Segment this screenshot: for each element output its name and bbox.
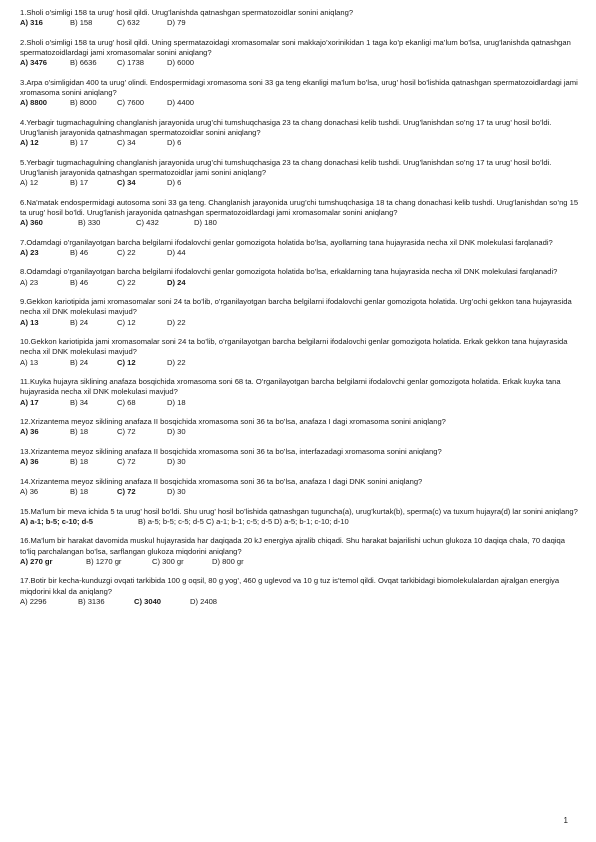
option-d: D) 18 xyxy=(167,397,186,407)
option-d: D) 30 xyxy=(167,427,186,437)
answer-options xyxy=(20,18,580,28)
question-5 xyxy=(20,158,580,189)
option-c: C) 34 xyxy=(117,178,136,188)
answer-options xyxy=(20,457,580,467)
option-d: D) 6000 xyxy=(167,58,195,68)
answer-options xyxy=(20,178,580,188)
option-b: B) 1270 gr xyxy=(86,556,122,566)
option-b: B) 46 xyxy=(70,277,89,287)
option-c: C) 3040 xyxy=(134,596,162,606)
option-a: A) 36 xyxy=(20,427,39,437)
option-b: B) 330 xyxy=(78,218,101,228)
option-b: B) 3136 xyxy=(78,596,105,606)
question-13 xyxy=(20,447,580,467)
option-a: A) 12 xyxy=(20,178,39,188)
option-a: A) 8800 xyxy=(20,98,48,108)
option-c: C) 72 xyxy=(117,427,136,437)
option-a: A) 13 xyxy=(20,357,39,367)
option-a: A) 3476 xyxy=(20,58,48,68)
question-2 xyxy=(20,38,580,69)
option-a: A) 17 xyxy=(20,397,39,407)
option-d: D) 79 xyxy=(167,18,186,28)
option-b: B) 18 xyxy=(70,486,89,496)
question-text: 2.Sholi o’simligi 158 ta urug’ hosil qildi. Uning spermatazoidagi xromasomalar soni makkajo’xorinikidan 1 taga ko’p ekanligi ma’lum bo’lsa, urug’lanishda qatnashgan spermatozoidlardagi jami xromasomalar sonini aniqlang? xyxy=(20,37,571,57)
answer-options xyxy=(20,218,580,228)
answer-options xyxy=(20,248,580,258)
option-c: C) 72 xyxy=(117,486,136,496)
question-15 xyxy=(20,507,580,527)
answer-options xyxy=(20,427,580,437)
answer-options xyxy=(20,98,580,108)
option-d: D) 2408 xyxy=(190,596,218,606)
answer-options xyxy=(20,58,580,68)
option-a: A) 12 xyxy=(20,138,39,148)
option-c: C) 72 xyxy=(117,457,136,467)
option-d: D) 22 xyxy=(167,357,186,367)
option-b: B) 17 xyxy=(70,178,89,188)
option-c: C) 34 xyxy=(117,138,136,148)
answer-options xyxy=(20,318,580,328)
question-text: 3.Arpa o’simligidan 400 ta urug’ olindi. Endospermidagi xromasoma soni 33 ga teng ekanligi ma’lum bo’lsa, urug’ hosil bo’lishida qatnashgan spermatozoidlardagi jami xromasoma sonini aniqlang? xyxy=(20,77,578,97)
question-text: 6.Na’matak endospermidagi autosoma soni 33 ga teng. Changlanish jarayonida urug’chi tumshuqchasiga 18 ta chang donachasi kelib tushdi. Urug’lanishdan so’ng 15 ta urug’ hosil bo’ldi. Urug’lanish jarayonida qatnashgan spermatozoidlardagi jami xromasomalar sonini aniqlang? xyxy=(20,197,579,217)
answer-options xyxy=(20,278,580,288)
option-d: D) 4400 xyxy=(167,98,195,108)
question-text: 5.Yerbagir tugmachagulning changlanish jarayonida urug’chi tumshuqchasiga 23 ta chang donachasi kelib tushdi. Urug’lanishdan so’ng 17 ta urug’ hosil bo’ldi. Urug’lanish jarayonida qatnashgan spermatozoidlar jami sonini aniqlang? xyxy=(20,157,552,177)
option-b: B) 34 xyxy=(70,397,89,407)
question-text: 1.Sholi o’simligi 158 ta urug’ hosil qildi. Urug’lanishda qatnashgan spermatozoidlar sonini aniqlang? xyxy=(20,8,354,17)
option-d: D) 6 xyxy=(167,138,182,148)
option-a: A) 23 xyxy=(20,247,39,257)
option-b: B) 24 xyxy=(70,317,89,327)
option-a: A) 270 gr xyxy=(20,556,53,566)
option-c: C) 68 xyxy=(117,397,136,407)
option-a: A) 13 xyxy=(20,317,39,327)
option-c: C) a-1; b-1; c-5; d-5 xyxy=(206,516,273,526)
question-14 xyxy=(20,477,580,497)
question-text: 4.Yerbagir tugmachagulning changlanish jarayonida urug’chi tumshuqchasiga 23 ta chang donachasi kelib tushdi. Urug’lanishdan so’ng 17 ta urug’ hosil bo’ldi. Urug’lanish jarayonida qatnashmagan spermatozoidlar sonini aniqlang? xyxy=(20,117,552,137)
option-d: D) 180 xyxy=(194,218,217,228)
answer-options xyxy=(20,138,580,148)
question-text: 16.Ma’lum bir harakat davomida muskul hujayrasida har daqiqada 20 kJ energiya ajralib chiqadi. Shu harakat bajarilishi uchun glukoza 10 daqiqa chala, 70 daqiqa to’liq parchalangan bo’lsa, sarflangan glukoza miqdorini aniqlang? xyxy=(20,536,565,556)
option-d: D) 44 xyxy=(167,247,186,257)
option-d: D) 30 xyxy=(167,486,186,496)
option-b: B) 18 xyxy=(70,457,89,467)
question-4 xyxy=(20,118,580,149)
option-c: C) 1738 xyxy=(117,58,145,68)
question-3 xyxy=(20,78,580,109)
option-b: B) 6636 xyxy=(70,58,97,68)
question-16 xyxy=(20,536,580,567)
page-number: 1 xyxy=(563,816,568,825)
option-c: C) 22 xyxy=(117,247,136,257)
question-8 xyxy=(20,267,580,287)
question-text: 17.Botir bir kecha-kunduzgi ovqati tarkibida 100 g oqsil, 80 g yog’, 460 g uglevod va 10 g tuz is’temol qildi. Ovqat tarkibidagi biomolekulalardan ajralgan energiya miqdorini kkal da aniqlang? xyxy=(20,576,560,596)
option-c: C) 22 xyxy=(117,277,136,287)
answer-options xyxy=(20,487,580,497)
question-17 xyxy=(20,576,580,607)
option-c: C) 12 xyxy=(117,317,136,327)
question-1 xyxy=(20,8,580,28)
question-text: 7.Odamdagi o’rganilayotgan barcha belgilarni ifodalovchi genlar gomozigota holatida bo’lsa, ayollarning tana hujayrasida necha xil DNK molekulasi farqlanadi? xyxy=(20,237,553,247)
question-12 xyxy=(20,417,580,437)
option-b: B) 8000 xyxy=(70,98,97,108)
option-b: B) 17 xyxy=(70,138,89,148)
question-text: 9.Gekkon kariotipida jami xromasomalar soni 24 ta bo’lib, o’rganilayotgan barcha belgilarni ifodalovchi genlar gomozigota holatida. Urg’ochi gekkon tana hujayrasida necha xil DNK molekulasi mavjud? xyxy=(20,297,572,317)
option-b: B) 46 xyxy=(70,247,89,257)
question-text: 11.Kuyka hujayra siklining anafaza bosqichida xromasoma soni 68 ta. O’rganilayotgan barcha belgilarni ifodalovchi genlar gomozigota holatida. Erkak kuyka tana hujayrasida necha xil DNK molekulasi mavjud? xyxy=(20,377,561,397)
option-c: C) 632 xyxy=(117,18,140,28)
answer-options xyxy=(20,358,580,368)
question-10 xyxy=(20,337,580,368)
option-c: C) 432 xyxy=(136,218,159,228)
option-a: A) 36 xyxy=(20,486,39,496)
answer-options xyxy=(20,517,580,527)
answer-options xyxy=(20,597,580,607)
question-text: 10.Gekkon kariotipida jami xromasomalar soni 24 ta bo’lib, o’rganilayotgan barcha belgilarni ifodalovchi genlar gomozigota holatida. Erkak gekkon tana hujayrasida necha xil DNK molekulasi mavjud? xyxy=(20,337,568,357)
question-11 xyxy=(20,377,580,408)
option-b: B) 158 xyxy=(70,18,93,28)
question-9 xyxy=(20,297,580,328)
option-d: D) a-5; b-1; c-10; d-10 xyxy=(274,516,349,526)
option-c: C) 12 xyxy=(117,357,136,367)
option-b: B) 24 xyxy=(70,357,89,367)
question-text: 14.Xrizantema meyoz siklining anafaza II bosqichida xromasoma soni 36 ta bo’lsa, anafaza I dagi DNK sonini aniqlang? xyxy=(20,476,423,486)
document-page xyxy=(20,8,580,616)
answer-options xyxy=(20,557,580,567)
option-a: A) 2296 xyxy=(20,596,47,606)
question-text: 12.Xrizantema meyoz siklining anafaza II bosqichida xromasoma soni 36 ta bo’lsa, anafaza I dagi xromasoma sonini aniqlang? xyxy=(20,417,446,427)
option-d: D) 6 xyxy=(167,178,182,188)
option-b: B) 18 xyxy=(70,427,89,437)
option-c: C) 7600 xyxy=(117,98,145,108)
option-a: A) 23 xyxy=(20,277,39,287)
question-text: 13.Xrizantema meyoz siklining anafaza II bosqichida xromasoma soni 36 ta bo’lsa, interfazadagi xromasoma sonini aniqlang? xyxy=(20,447,442,456)
option-d: D) 800 gr xyxy=(212,556,244,566)
question-6 xyxy=(20,198,580,229)
question-text: 15.Ma’lum bir meva ichida 5 ta urug’ hosil bo’ldi. Shu urug’ hosil bo’lishida qatnashgan tuguncha(a), urug’kurtak(b), sperma(c) va tuxum hujayra(d) lar sonini aniqlang? xyxy=(20,506,578,516)
option-c: C) 300 gr xyxy=(152,556,184,566)
question-text: 8.Odamdagi o’rganilayotgan barcha belgilarni ifodalovchi genlar gomozigota holatida bo’lsa, erkaklarning tana hujayrasida necha xil DNK molekulasi farqlanadi? xyxy=(20,267,558,277)
option-d: D) 22 xyxy=(167,317,186,327)
option-d: D) 30 xyxy=(167,457,186,467)
option-a: A) 36 xyxy=(20,457,39,467)
question-7 xyxy=(20,238,580,258)
option-d: D) 24 xyxy=(167,277,186,287)
option-a: A) 360 xyxy=(20,218,43,228)
answer-options xyxy=(20,398,580,408)
option-b: B) a-5; b-5; c-5; d-5 xyxy=(138,516,204,526)
option-a: A) a-1; b-5; c-10; d-5 xyxy=(20,516,93,526)
option-a: A) 316 xyxy=(20,18,43,28)
